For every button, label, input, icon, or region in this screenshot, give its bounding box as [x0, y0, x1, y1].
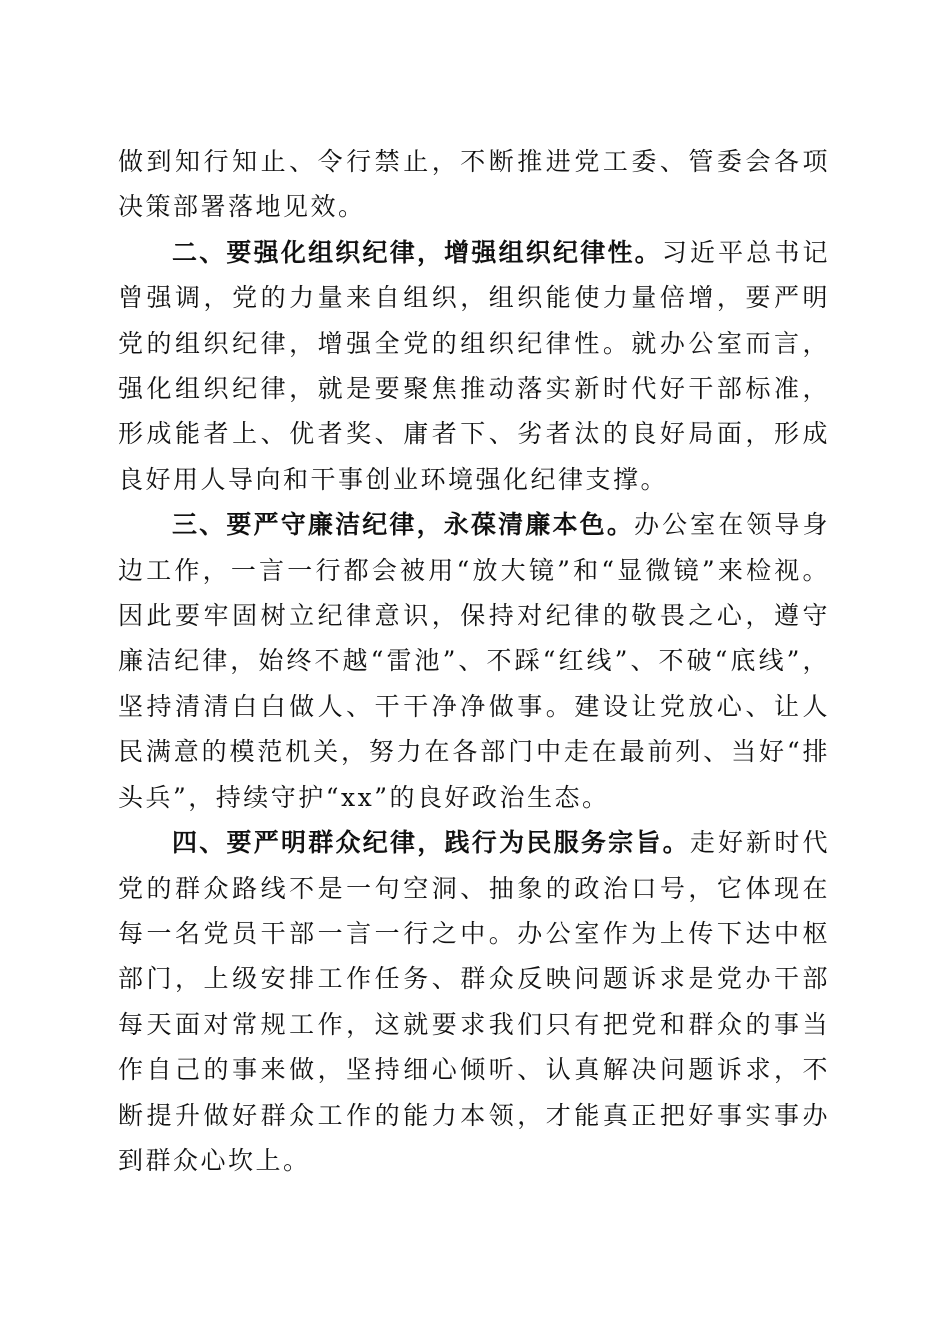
paragraph-heading: 三、要严守廉洁纪律，永葆清廉本色。 [172, 510, 635, 540]
paragraph-body: 走好新时代党的群众路线不是一句空洞、抽象的政治口号，它体现在每一名党员干部一言一行之中。办公室作为上传下达中枢部门，上级安排工作任务、群众反映问题诉求是党办干部每天面对常规工作，这就要求我们只有把党和群众的事当作自己的事来做，坚持细心倾听、认真解决问题诉求，不断提升做好群众工作的能力本领，才能真正把好事实事办到群众心坎上。 [118, 828, 830, 1175]
paragraph-heading: 四、要严明群众纪律，践行为民服务宗旨。 [172, 828, 690, 858]
paragraph-body: 做到知行知止、令行禁止，不断推进党工委、管委会各项决策部署落地见效。 [118, 147, 830, 222]
document-page [118, 139, 830, 1183]
paragraph-body: 办公室在领导身边工作，一言一行都会被用“放大镜”和“显微镜”来检视。因此要牢固树立纪律意识，保持对纪律的敬畏之心，遵守廉洁纪律，始终不越“雷池”、不踩“红线”、不破“底线”，坚持清清白白做人、干干净净做事。建设让党放心、让人民满意的模范机关，努力在各部门中走在最前列、当好“排头兵”，持续守护“xx”的良好政治生态。 [118, 510, 830, 812]
paragraph-mass-discipline [118, 820, 830, 1183]
paragraph-integrity-discipline [118, 502, 830, 820]
paragraph-continuation [118, 139, 830, 230]
paragraph-heading: 二、要强化组织纪律，增强组织纪律性。 [172, 237, 662, 267]
paragraph-organization-discipline [118, 230, 830, 502]
paragraph-body: 习近平总书记曾强调，党的力量来自组织，组织能使力量倍增，要严明党的组织纪律，增强全党的组织纪律性。就办公室而言，强化组织纪律，就是要聚焦推动落实新时代好干部标准，形成能者上、优者奖、庸者下、劣者汰的良好局面，形成良好用人导向和干事创业环境强化纪律支撑。 [118, 237, 830, 494]
